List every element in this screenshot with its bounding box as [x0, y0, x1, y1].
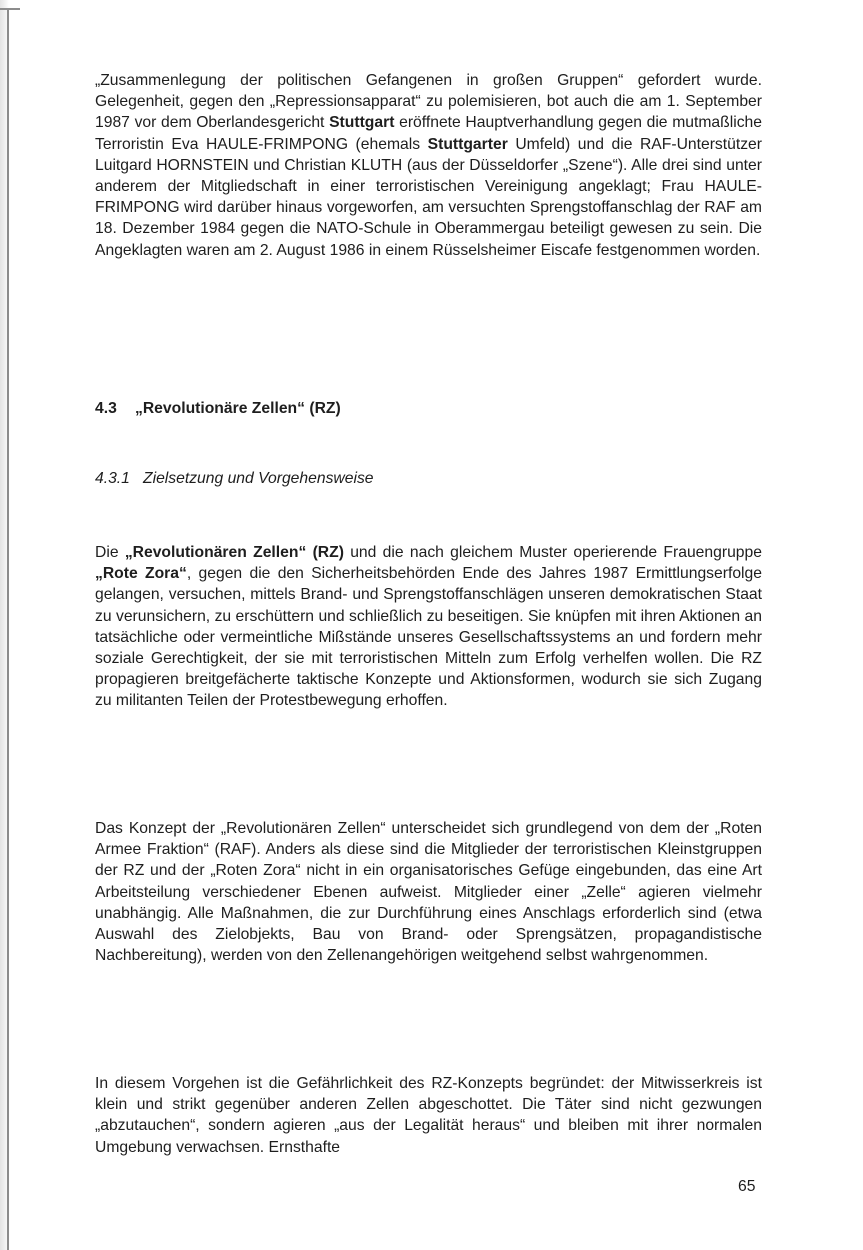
- text-run: , gegen die den Sicherheitsbehörden Ende des Jahres 1987 Ermittlungserfolge gelangen, versuchen, mittels Brand- und Sprengstoffanschlägen unseren demokratischen Staat zu verunsichern, zu erschüttern und schließlich zu beseitigen. Sie knüpfen mit ihren Aktionen an tatsächliche oder vermeintliche Mißstände unseres Gesellschaftssystems an und fordern mehr soziale Gerechtigkeit, der sie mit terroristischen Mitteln zum Erfolg verhelfen wollen. Die RZ propagieren breitgefächerte taktische Konzepte und Aktionsformen, wodurch sie sich Zugang zu militanten Teilen der Protestbewegung erhoffen.: [95, 565, 762, 710]
- text-run: Umfeld) und die RAF-Unterstützer Luitgard HORNSTEIN und Christian KLUTH (aus der Düsseldorfer „Szene“). Alle drei sind unter anderem der Mitgliedschaft in einer terroristischen Vereinigung angeklagt; Frau HAULE-FRIMPONG wird darüber hinaus vorgeworfen, am versuchten Sprengstoffanschlag der RAF am 18. Dezember 1984 gegen die NATO-Schule in Oberammergau beteiligt gewesen zu sein. Die Angeklagten waren am 2. August 1986 in einem Rüsselsheimer Eiscafe festgenommen worden.: [95, 135, 763, 259]
- bold-term: „Revolutionären Zellen“ (RZ): [124, 544, 344, 561]
- subsection-heading: [95, 470, 374, 488]
- page-number: 65: [738, 1178, 756, 1195]
- text-run: „Zusammenlegung der politischen Gefangenen in großen Gruppen“ gefordert wurde. Gelegenheit, gegen den „Repressionsapparat“ zu polemisieren, bot auch die am 1. September 1987 vor dem Oberlandesgericht: [95, 72, 762, 132]
- paragraph-2: [95, 542, 762, 712]
- subsection-number: 4.3.1: [95, 470, 130, 487]
- subsection-title: Zielsetzung und Vorgehensweise: [143, 470, 374, 487]
- text-run: eröffnete Hauptverhandlung gegen die mutmaßliche Terroristin Eva HAULE-FRIMPONG (ehemals: [95, 114, 762, 153]
- bold-term: Stuttgarter: [427, 135, 508, 153]
- text-run: Die: [95, 544, 125, 561]
- section-heading: [95, 400, 341, 418]
- section-number: 4.3: [95, 400, 117, 417]
- paragraph-4-text: In diesem Vorgehen ist die Gefährlichkeit des RZ-Konzepts begründet: der Mitwisserkreis ist klein und strikt gegenüber anderen Zellen abgeschottet. Die Täter sind nicht gezwungen „abzutauchen“, sondern agieren „aus der Legalität heraus“ und bleiben mit ihrer normalen Umgebung verwachsen. Ernsthafte: [95, 1075, 762, 1156]
- paragraph-3: [95, 818, 762, 966]
- bold-term: Stuttgart: [329, 114, 395, 132]
- paragraph-3-text: Das Konzept der „Revolutionären Zellen“ unterscheidet sich grundlegend von dem der „Roten Armee Fraktion“ (RAF). Anders als diese sind die Mitglieder der terroristischen Kleinstgruppen der RZ und der „Roten Zora“ nicht in ein organisatorisches Gefüge eingebunden, das eine Art Arbeitsteilung verschiedener Ebenen aufweist. Mitglieder einer „Zelle“ agieren vielmehr unabhängig. Alle Maßnahmen, die zur Durchführung eines Anschlags erforderlich sind (etwa Auswahl des Zielobjekts, Bau von Brand- oder Sprengsätzen, propagandistische Nachbereitung), werden von den Zellenangehörigen weitgehend selbst wahrgenommen.: [95, 820, 762, 965]
- section-title: „Revolutionäre Zellen“ (RZ): [135, 400, 341, 417]
- bold-term: „Rote Zora“: [95, 565, 187, 583]
- binding-line: [7, 8, 9, 1250]
- binding-tick: [0, 8, 20, 10]
- paragraph-1: [95, 70, 762, 261]
- paragraph-4: [95, 1073, 762, 1158]
- text-run: und die nach gleichem Muster operierende Frauengruppe: [343, 544, 762, 561]
